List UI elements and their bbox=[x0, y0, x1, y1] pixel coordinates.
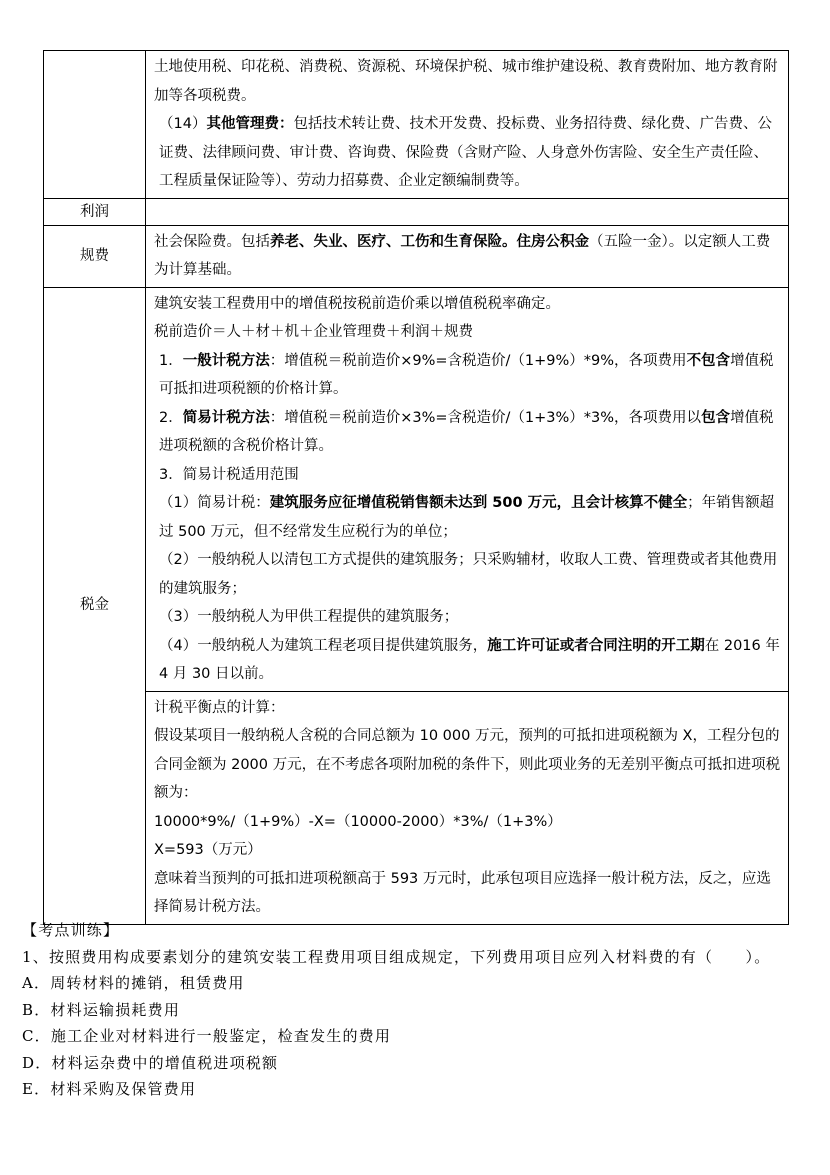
profit-label: 利润 bbox=[44, 198, 146, 225]
scope-text: （4）一般纳税人为建筑工程老项目提供建筑服务， bbox=[159, 637, 488, 654]
simple-tax-text: ：增值税＝税前造价×3%=含税造价/（1+3%）*3%，各项费用以 bbox=[269, 409, 702, 426]
breakeven-content bbox=[146, 691, 789, 924]
item-bold-term: 其他管理费： bbox=[206, 116, 294, 132]
tax-para-2: 税前造价＝人＋材＋机＋企业管理费＋利润＋规费 bbox=[154, 324, 473, 340]
scope-bold: 建筑服务应征增值税销售额未达到 500 万元，且会计核算不健全 bbox=[269, 495, 688, 511]
option-e: E．材料采购及保管费用 bbox=[22, 1080, 197, 1098]
table-row bbox=[44, 691, 789, 924]
simple-scope-title: 3．简易计税适用范围 bbox=[159, 466, 299, 483]
item-number: 2． bbox=[159, 409, 183, 426]
tax-label: 税金 bbox=[44, 287, 146, 924]
option-a: A．周转材料的摊销，租赁费用 bbox=[22, 974, 245, 992]
simple-tax-method bbox=[154, 404, 782, 461]
item-number: （14） bbox=[159, 116, 207, 132]
fee-text: 社会保险费。包括 bbox=[154, 233, 270, 250]
other-management-fee-item bbox=[154, 110, 782, 196]
option-d: D．材料运杂费中的增值税进项税额 bbox=[22, 1053, 279, 1072]
scope-text: 在 2016 年 4 月 30 日以前。 bbox=[159, 637, 780, 682]
general-tax-bold: 一般计税方法 bbox=[182, 352, 270, 369]
simple-tax-text-2: 增值税进项税额的含税价格计算。 bbox=[159, 409, 774, 454]
general-tax-method bbox=[154, 347, 782, 404]
breakeven-title: 计税平衡点的计算： bbox=[154, 699, 285, 716]
option-b: B．材料运输损耗费用 bbox=[22, 1000, 181, 1019]
simple-scope-2: （2）一般纳税人以清包工方式提供的建筑服务；只采购辅材，收取人工费、管理费或者其他费用的建筑服务； bbox=[159, 552, 778, 597]
breakeven-premise: 假设某项目一般纳税人含税的合同总额为 10 000 万元，预判的可抵扣进项税额为 X，工程分包的合同金额为 2000 万元，在不考虑各项附加税的条件下，则此项业务的无差别平衡点可抵扣进项税额为： bbox=[154, 728, 781, 801]
item-text: 包括技术转让费、技术开发费、投标费、业务招待费、绿化费、广告费、公证费、法律顾问费、审计费、咨询费、保险费（含财产险、人身意外伤害险、安全生产责任险、工程质量保证险等）、劳动力招募费、企业定额编制费等。 bbox=[159, 116, 772, 189]
profit-content bbox=[146, 198, 789, 225]
fee-bold-insurance: 养老、失业、医疗、工伤和生育保险。 bbox=[270, 233, 517, 250]
general-tax-text: ：增值税＝税前造价×9%=含税造价/（1+9%）*9%，各项费用 bbox=[269, 352, 687, 369]
breakeven-formula: 10000*9%/（1+9%）-X=（10000-2000）*3%/（1+3%） bbox=[154, 813, 562, 830]
exercise-heading: 【考点训练】 bbox=[22, 921, 120, 939]
exercise-question: 1、按照费用构成要素划分的建筑安装工程费用项目组成规定，下列费用项目应列入材料费的有（ ）。 bbox=[22, 947, 771, 966]
management-fee-continuation-cell bbox=[146, 51, 789, 199]
breakeven-conclusion: 意味着当预判的可抵扣进项税额高于 593 万元时，此承包项目应选择一般计税方法，反之，应选择简易计税方法。 bbox=[154, 870, 771, 915]
general-tax-text-2: 增值税可抵扣进项税额的价格计算。 bbox=[159, 352, 774, 397]
simple-tax-bold-2: 包含 bbox=[701, 409, 731, 426]
cost-composition-table bbox=[43, 50, 789, 925]
simple-scope-4 bbox=[154, 632, 782, 689]
fee-text-tail: （五险一金）。以定额人工费为计算基础。 bbox=[154, 233, 771, 278]
tax-para-1: 建筑安装工程费用中的增值税按税前造价乘以增值税税率确定。 bbox=[154, 295, 560, 312]
general-tax-bold-2: 不包含 bbox=[686, 352, 731, 369]
simple-scope-3: （3）一般纳税人为甲供工程提供的建筑服务； bbox=[159, 609, 459, 625]
table-row bbox=[44, 287, 789, 691]
scope-text: （1）简易计税： bbox=[159, 495, 270, 511]
table-row bbox=[44, 198, 789, 225]
tax-items-line: 土地使用税、印花税、消费税、资源税、环境保护税、城市维护建设税、教育费附加、地方教育附加等各项税费。 bbox=[154, 59, 778, 104]
exercise-section bbox=[22, 917, 812, 1103]
table-row bbox=[44, 51, 789, 199]
table-row bbox=[44, 225, 789, 287]
scope-bold: 施工许可证或者合同注明的开工期 bbox=[487, 637, 705, 654]
regulatory-fee-label: 规费 bbox=[44, 225, 146, 287]
simple-scope-1 bbox=[154, 489, 782, 546]
scope-text: ；年销售额超过 500 万元，但不经常发生应税行为的单位； bbox=[159, 495, 775, 540]
simple-tax-bold: 简易计税方法 bbox=[182, 409, 270, 426]
item-number: 1． bbox=[159, 352, 183, 369]
option-c: C．施工企业对材料进行一般鉴定，检查发生的费用 bbox=[22, 1027, 392, 1045]
fee-bold-housing-fund: 住房公积金 bbox=[516, 233, 589, 250]
regulatory-fee-content bbox=[146, 225, 789, 287]
breakeven-result: X=593（万元） bbox=[154, 842, 262, 858]
empty-label-cell bbox=[44, 51, 146, 199]
tax-method-content bbox=[146, 287, 789, 691]
